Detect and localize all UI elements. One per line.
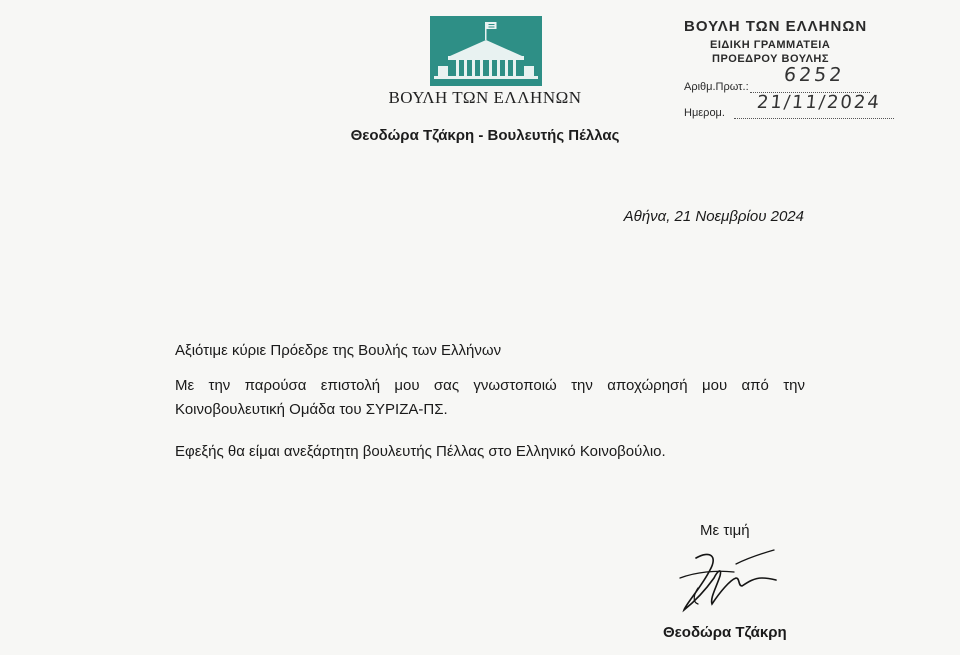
handwritten-signature bbox=[676, 548, 786, 616]
stamp-line-2: ΕΙΔΙΚΗ ΓΡΑΜΜΑΤΕΙΑ bbox=[710, 39, 831, 51]
paragraph-2: Εφεξής θα είμαι ανεξάρτητη βουλευτής Πέλλας στο Ελληνικό Κοινοβούλιο. bbox=[175, 443, 666, 460]
salutation: Αξιότιμε κύριε Πρόεδρε της Βουλής των Ελλήνων bbox=[175, 342, 502, 359]
protocol-label: Αριθμ.Πρωτ.: bbox=[684, 81, 749, 93]
protocol-number: 6252 bbox=[782, 64, 846, 86]
stamp-line-3: ΠΡΟΕΔΡΟΥ ΒΟΥΛΗΣ bbox=[712, 53, 829, 65]
date-label: Ημερομ. bbox=[684, 107, 725, 119]
paragraph-1: Με την παρούσα επιστολή μου σας γνωστοποιώ την αποχώρησή μου από την Κοινοβουλευτική Ομάδα του ΣΥΡΙΖΑ-ΠΣ. bbox=[175, 377, 805, 418]
stamp-date: 21/11/2024 bbox=[755, 92, 882, 113]
hellenic-parliament-building-icon bbox=[430, 16, 542, 86]
registry-stamp bbox=[672, 12, 912, 124]
organization-name: ΒΟΥΛΗ ΤΩΝ ΕΛΛΗΝΩΝ bbox=[388, 88, 582, 107]
signer-name: Θεοδώρα Τζάκρη bbox=[663, 624, 787, 641]
letter-date: Αθήνα, 21 Νοεμβρίου 2024 bbox=[623, 208, 804, 225]
stamp-line-1: ΒΟΥΛΗ ΤΩΝ ΕΛΛΗΝΩΝ bbox=[684, 18, 868, 35]
closing: Με τιμή bbox=[700, 522, 750, 539]
author-line: Θεοδώρα Τζάκρη - Βουλευτής Πέλλας bbox=[350, 127, 620, 144]
